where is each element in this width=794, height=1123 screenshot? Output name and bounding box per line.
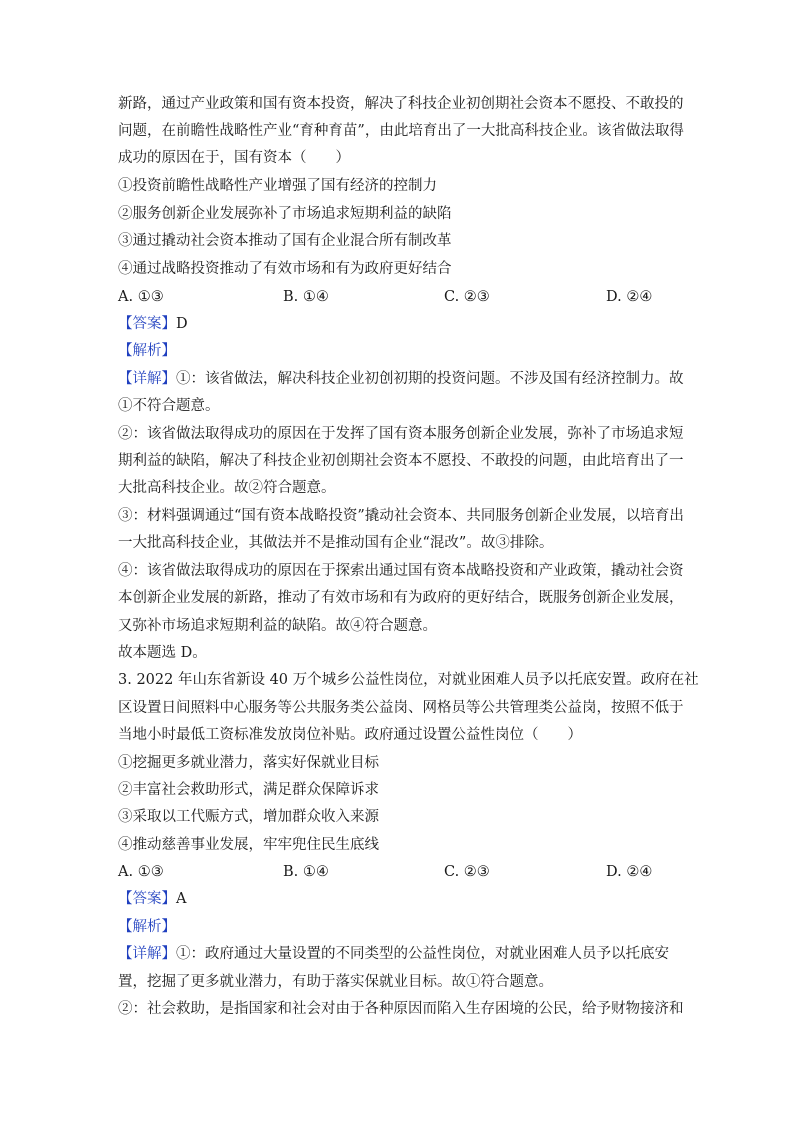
detail-tag: 【详解】 [118,946,176,962]
q2-option-a: A. ①③ [118,289,164,305]
q3-stem-line: 3. 2022 年山东省新设 40 万个城乡公益性岗位，对就业困难人员予以托底安置。政府在社 [118,672,699,688]
q3-statement: ②丰富社会救助形式，满足群众保障诉求 [118,782,379,798]
q2-statement: ④通过战略投资推动了有效市场和有为政府更好结合 [118,261,452,277]
q2-statement: ③通过撬动社会资本推动了国有企业混合所有制改革 [118,233,452,249]
analysis-tag: 【解析】 [118,343,176,359]
answer-value: D [176,316,188,332]
q3-stem-line: 区设置日间照料中心服务等公共服务类公益岗、网格员等公共管理类公益岗，按照不低于 [118,700,684,716]
q2-detail-line: ②：该省做法取得成功的原因在于发挥了国有资本服务创新企业发展，弥补了市场追求短 [118,426,684,442]
q3-option-c: C. ②③ [444,864,490,880]
q2-detail-line: 大批高科技企业。故②符合题意。 [118,480,336,496]
q3-statement: ①挖掘更多就业潜力，落实好保就业目标 [118,755,379,771]
q3-detail-line: 置，挖掘了更多就业潜力，有助于落实保就业目标。故①符合题意。 [118,974,553,990]
q2-option-b: B. ①④ [283,289,329,305]
q2-detail-line: 期利益的缺陷，解决了科技企业初创期社会资本不愿投、不敢投的问题，由此培育出了一 [118,453,684,469]
q3-option-b: B. ①④ [283,864,329,880]
q2-stem-line: 问题，在前瞻性战略性产业“育种育苗”，由此培育出了一大批高科技企业。该省做法取得 [118,123,684,139]
q2-stem-line: 新路，通过产业政策和国有资本投资，解决了科技企业初创期社会资本不愿投、不敢投的 [118,96,684,112]
q2-option-c: C. ②③ [444,289,490,305]
q3-detail-line [118,944,669,964]
q3-stem-line: 当地小时最低工资标准发放岗位补贴。政府通过设置公益性岗位（ ） [118,727,582,743]
q3-answer [118,889,186,909]
q2-detail-line: 本创新企业发展的新路，推动了有效市场和有为政府的更好结合，既服务创新企业发展， [118,590,684,606]
q2-detail-line [118,369,684,389]
analysis-tag: 【解析】 [118,919,176,935]
detail-tag: 【详解】 [118,371,176,387]
q2-detail-line: ①不符合题意。 [118,398,220,414]
q3-detail-line: ②：社会救助，是指国家和社会对由于各种原因而陷入生存困境的公民，给予财物接济和 [118,1001,684,1017]
q3-statement: ④推动慈善事业发展，牢牢兜住民生底线 [118,837,379,853]
q3-analysis-heading [118,917,176,937]
q2-detail-line: 一大批高科技企业，其做法并不是推动国有企业“混改”。故③排除。 [118,535,554,551]
detail-text: ①：政府通过大量设置的不同类型的公益性岗位，对就业困难人员予以托底安 [176,946,669,962]
q2-option-d: D. ②④ [606,289,653,305]
answer-tag: 【答案】 [118,891,176,907]
q2-detail-line: ④：该省做法取得成功的原因在于探索出通过国有资本战略投资和产业政策，撬动社会资 [118,563,684,579]
detail-text: ①：该省做法，解决科技企业初创初期的投资问题。不涉及国有经济控制力。故 [176,371,684,387]
q2-statement: ②服务创新企业发展弥补了市场追求短期利益的缺陷 [118,206,452,222]
q2-answer [118,314,188,334]
q2-statement: ①投资前瞻性战略性产业增强了国有经济的控制力 [118,178,437,194]
q3-option-d: D. ②④ [606,864,653,880]
q2-detail-line: ③：材料强调通过“国有资本战略投资”撬动社会资本、共同服务创新企业发展，以培育出 [118,508,684,524]
answer-tag: 【答案】 [118,316,176,332]
q2-stem-line: 成功的原因在于，国有资本（ ） [118,150,350,166]
q2-conclusion: 故本题选 D。 [118,645,207,661]
q2-detail-line: 又弥补市场追求短期利益的缺陷。故④符合题意。 [118,618,437,634]
answer-value: A [176,891,187,907]
q3-statement: ③采取以工代赈方式，增加群众收入来源 [118,809,379,825]
q3-option-a: A. ①③ [118,864,164,880]
q2-analysis-heading [118,341,176,361]
